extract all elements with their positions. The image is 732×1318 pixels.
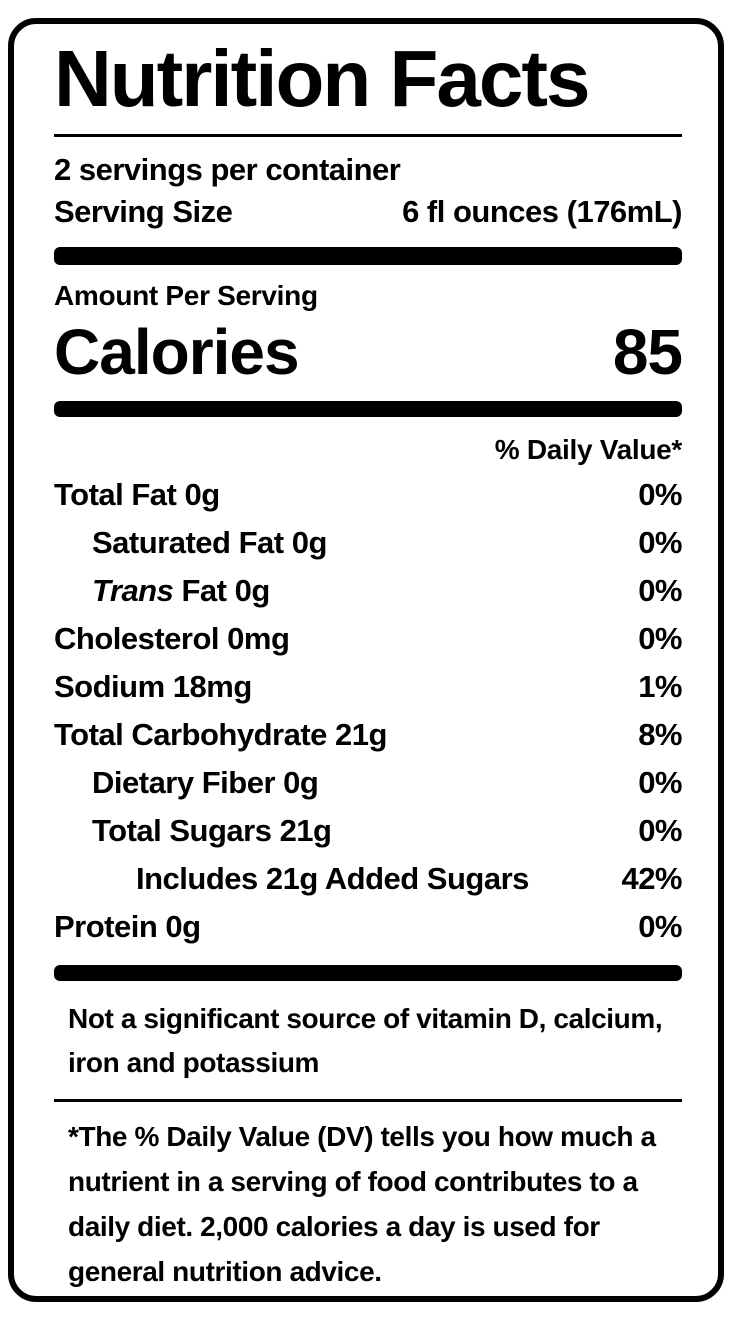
nutrient-row — [54, 663, 682, 711]
nutrient-row — [54, 615, 682, 663]
serving-size-row — [54, 191, 682, 233]
servings-per-container: 2 servings per container — [54, 151, 401, 187]
nutrient-name: Protein 0g — [54, 908, 201, 944]
nutrient-name: Cholesterol 0mg — [54, 620, 290, 656]
not-significant-note: Not a significant source of vitamin D, calcium, iron and potassium — [68, 1002, 663, 1078]
nutrient-row — [54, 855, 682, 903]
divider-thick-2 — [54, 401, 682, 417]
divider-thick-1 — [54, 247, 682, 265]
calories-label: Calories — [54, 315, 299, 388]
nutrition-facts-label — [8, 18, 724, 1302]
divider-thin-bottom — [54, 1099, 682, 1102]
nutrient-daily-value: 0% — [638, 764, 682, 800]
serving-size-label: Serving Size — [54, 193, 233, 229]
amount-per-serving-label: Amount Per Serving — [54, 279, 318, 311]
nutrient-daily-value: 0% — [638, 476, 682, 512]
daily-value-header: % Daily Value* — [494, 433, 682, 465]
nutrient-name: Saturated Fat 0g — [92, 524, 327, 560]
divider-thin-top — [54, 134, 682, 137]
nutrient-name: Total Sugars 21g — [92, 812, 332, 848]
nutrient-row — [54, 903, 682, 951]
calories-row — [54, 315, 682, 389]
divider-thick-3 — [54, 965, 682, 981]
nutrient-daily-value: 0% — [638, 908, 682, 944]
nutrient-name: Sodium 18mg — [54, 668, 252, 704]
nutrient-daily-value: 0% — [638, 812, 682, 848]
nutrient-row — [54, 471, 682, 519]
nutrient-row — [54, 807, 682, 855]
nutrient-daily-value: 1% — [638, 668, 682, 704]
nutrient-row — [54, 567, 682, 615]
nutrient-row — [54, 711, 682, 759]
nutrient-daily-value: 42% — [621, 860, 682, 896]
nutrient-table — [54, 471, 682, 951]
calories-value: 85 — [612, 315, 682, 388]
nutrient-daily-value: 0% — [638, 572, 682, 608]
nutrient-daily-value: 0% — [638, 524, 682, 560]
nutrient-row — [54, 519, 682, 567]
daily-value-footnote: *The % Daily Value (DV) tells you how much a nutrient in a serving of food contributes to a daily diet. 2,000 calories a day is used for general nutrition advice. — [68, 1120, 656, 1287]
label-title: Nutrition Facts — [54, 34, 589, 123]
serving-size-value: 6 fl ounces (176mL) — [402, 193, 682, 229]
nutrient-name: Trans Fat 0g — [92, 572, 270, 608]
nutrient-daily-value: 8% — [638, 716, 682, 752]
nutrient-name: Total Carbohydrate 21g — [54, 716, 387, 752]
nutrient-daily-value: 0% — [638, 620, 682, 656]
nutrient-row — [54, 759, 682, 807]
nutrient-name: Dietary Fiber 0g — [92, 764, 319, 800]
nutrient-name: Includes 21g Added Sugars — [136, 860, 529, 896]
nutrient-name: Total Fat 0g — [54, 476, 220, 512]
